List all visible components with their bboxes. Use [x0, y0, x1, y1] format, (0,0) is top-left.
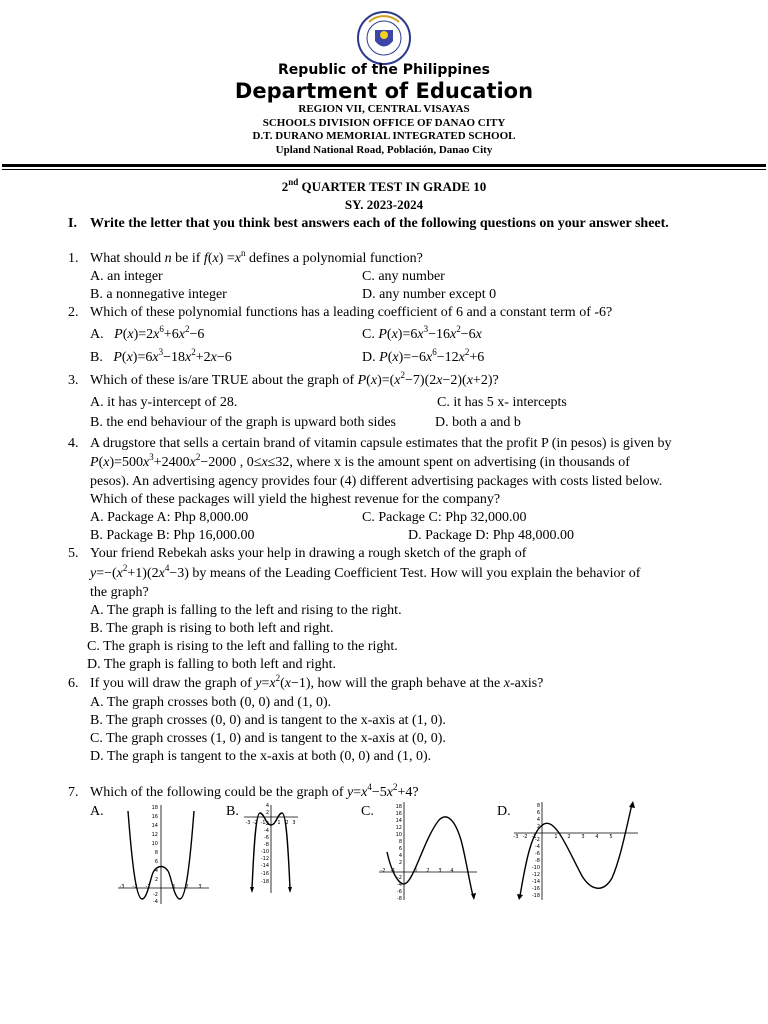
- q7-number: 7.: [68, 785, 79, 800]
- q7-graph-c: [377, 800, 479, 902]
- tick: -10: [531, 865, 540, 871]
- q5-line2: $y=-(x^2+1)(2x^4-3)$ by means of the Leading Coefficient Test. How will you explain the behavior of: [90, 563, 641, 581]
- q5-number: 5.: [68, 546, 79, 561]
- q2-option-d: D. $P(x)=-6x^6-12x^2+6$: [362, 347, 485, 365]
- q2-option-b: B. $P(x)=6x^3-18x^2+2x-6$: [90, 347, 232, 365]
- tick: 2: [285, 820, 289, 826]
- tick: 18: [395, 804, 402, 810]
- tick: 2: [567, 834, 571, 840]
- tick: 2: [398, 860, 402, 866]
- school-year: SY. 2023-2024: [344, 197, 424, 212]
- tick: 3: [198, 884, 202, 890]
- q5-option-a: A. The graph is falling to the left and rising to the right.: [90, 603, 402, 618]
- tick: 14: [395, 818, 402, 824]
- q7-label-d: D.: [497, 804, 511, 819]
- tick: 6: [154, 859, 158, 865]
- tick: 3: [581, 834, 585, 840]
- tick: -6: [535, 851, 540, 857]
- q7-label-c: C.: [361, 804, 374, 819]
- q7-label-a: A.: [90, 804, 104, 819]
- graph-d-y-labels: [532, 803, 540, 899]
- tick: 8: [154, 850, 158, 856]
- tick: -2: [252, 820, 258, 826]
- q7-graph-a: [114, 803, 212, 905]
- tick: -1: [260, 820, 266, 826]
- q6-option-a: A. The graph crosses both (0, 0) and (1, 0).: [90, 695, 332, 710]
- tick: 2: [536, 824, 540, 830]
- tick: -3: [245, 820, 251, 826]
- q2-option-c: C. $P(x)=6x^3-16x^2-6x$: [362, 324, 482, 342]
- q6-stem: If you will draw the graph of $y=x^2(x-1)$, how will the graph behave at the x-axis?: [90, 673, 544, 691]
- tick: 4: [450, 868, 454, 874]
- q3-option-b: B. the end behaviour of the graph is upward both sides: [90, 415, 396, 430]
- tick: 6: [536, 810, 540, 816]
- q1-option-d: D. any number except 0: [362, 287, 497, 302]
- arrow-head: [288, 887, 292, 893]
- q5-option-c: C. The graph is rising to the left and falling to the right.: [87, 639, 398, 654]
- tick: 6: [398, 846, 402, 852]
- tick: 3: [438, 868, 442, 874]
- arrow-head: [471, 893, 476, 900]
- tick: 8: [536, 803, 540, 809]
- q3-number: 3.: [68, 373, 79, 388]
- tick: 4: [398, 853, 402, 859]
- tick: -16: [531, 886, 540, 892]
- tick: -6: [397, 889, 402, 895]
- q4-line3: pesos). An advertising agency provides four (4) different advertising packages with costs listed below.: [90, 474, 663, 489]
- graph-a-x-labels: [120, 884, 202, 890]
- q2-stem: Which of these polynomial functions has a leading coefficient of 6 and a constant term of -6?: [90, 305, 613, 320]
- graph-a-y-labels: [152, 805, 158, 905]
- header-divider: [2, 164, 766, 167]
- q1-option-b: B. a nonnegative integer: [90, 287, 227, 302]
- q3-option-d: D. both a and b: [435, 415, 521, 430]
- q4-line4: Which of these packages will yield the highest revenue for the company?: [90, 492, 501, 507]
- q5-option-d: D. The graph is falling to both left and right.: [87, 657, 336, 672]
- tick: -18: [531, 893, 540, 899]
- graph-c-y-labels: [396, 804, 402, 902]
- tick: 1: [554, 834, 558, 840]
- q6-option-b: B. The graph crosses (0, 0) and is tangent to the x-axis at (1, 0).: [90, 713, 446, 728]
- tick: -12: [531, 872, 540, 878]
- tick: 2: [154, 877, 158, 883]
- republic-line: Republic of the Philippines: [278, 62, 490, 78]
- tick: -2: [535, 837, 540, 843]
- tick: -4: [397, 882, 402, 888]
- q1-stem: What should n be if $f(x) =x^n$ defines a polynomial function?: [90, 248, 423, 266]
- q4-option-d: D. Package D: Php 48,000.00: [408, 528, 575, 543]
- deped-seal-logo: [355, 10, 413, 66]
- q5-option-b: B. The graph is rising to both left and right.: [90, 621, 334, 636]
- arrow-head: [517, 894, 523, 900]
- tick: -2: [132, 884, 138, 890]
- test-title: 2nd QUARTER TEST IN GRADE 10: [281, 177, 487, 194]
- tick: 2: [185, 884, 189, 890]
- tick: -2: [522, 834, 528, 840]
- tick: 14: [151, 823, 158, 829]
- tick: -2: [153, 892, 158, 898]
- tick: -4: [153, 899, 158, 905]
- tick: -1: [531, 834, 537, 840]
- q1-number: 1.: [68, 251, 79, 266]
- q7-graph-b: [242, 803, 300, 895]
- q3-stem: Which of these is/are TRUE about the graph of $P(x)=(x^2-7)(2x-2)(x+2)$?: [90, 370, 499, 388]
- q4-line1: A drugstore that sells a certain brand of vitamin capsule estimates that the profit P (in pesos) is given by: [90, 436, 672, 451]
- tick: -2: [264, 821, 269, 827]
- tick: 10: [395, 832, 402, 838]
- tick: -2: [397, 875, 402, 881]
- tick: 10: [151, 841, 158, 847]
- tick: -12: [260, 856, 269, 862]
- q2-number: 2.: [68, 305, 79, 320]
- tick: 8: [398, 839, 402, 845]
- department-title: Department of Education: [234, 79, 534, 103]
- tick: 1: [414, 868, 418, 874]
- tick: 4: [595, 834, 599, 840]
- tick: -8: [264, 842, 269, 848]
- tick: 18: [151, 805, 158, 811]
- tick: -1: [145, 884, 151, 890]
- q1-option-a: A. an integer: [90, 269, 163, 284]
- address-line: Upland National Road, Población, Danao City: [275, 144, 493, 156]
- tick: -14: [531, 879, 540, 885]
- q4-option-b: B. Package B: Php 16,000.00: [90, 528, 255, 543]
- header-divider-thin: [2, 169, 766, 170]
- tick: -8: [535, 858, 540, 864]
- school-line: D.T. DURANO MEMORIAL INTEGRATED SCHOOL: [252, 130, 516, 142]
- tick: -16: [260, 871, 269, 877]
- q7-graph-d: [512, 800, 642, 902]
- q4-line2: $P(x)=500x^3+2400x^2-2000$ , 0≤x≤32, where x is the amount spent on advertising (in thousands of: [90, 452, 630, 470]
- tick: -14: [260, 863, 269, 869]
- region-line: REGION VII, CENTRAL VISAYAS: [298, 103, 470, 115]
- tick: 3: [292, 820, 296, 826]
- tick: 4: [265, 803, 269, 809]
- q3-option-a: A. it has y-intercept of 28.: [90, 395, 238, 410]
- q5-line3: the graph?: [90, 585, 149, 600]
- tick: 2: [426, 868, 430, 874]
- tick: -4: [535, 844, 540, 850]
- tick: 12: [395, 825, 402, 831]
- tick: -3: [513, 834, 519, 840]
- arrow-head: [629, 801, 635, 808]
- tick: 4: [154, 868, 158, 874]
- tick: 16: [151, 814, 158, 820]
- tick: 16: [395, 811, 402, 817]
- q4-option-c: C. Package C: Php 32,000.00: [362, 510, 527, 525]
- part-number: I.: [68, 216, 77, 231]
- q6-number: 6.: [68, 676, 79, 691]
- tick: -2: [380, 868, 386, 874]
- q3-option-c: C. it has 5 x- intercepts: [437, 395, 567, 410]
- tick: -8: [397, 896, 402, 902]
- q7-stem: Which of the following could be the graph of $y=x^4-5x^2+4$?: [90, 782, 419, 800]
- q6-option-d: D. The graph is tangent to the x-axis at both (0, 0) and (1, 0).: [90, 749, 432, 764]
- q1-option-c: C. any number: [362, 269, 445, 284]
- q4-option-a: A. Package A: Php 8,000.00: [90, 510, 249, 525]
- tick: 1: [277, 820, 281, 826]
- tick: -1: [390, 868, 396, 874]
- tick: 2: [265, 810, 269, 816]
- tick: -10: [260, 849, 269, 855]
- tick: 12: [151, 832, 158, 838]
- tick: 4: [536, 817, 540, 823]
- tick: -6: [264, 835, 269, 841]
- q7-label-b: B.: [226, 804, 239, 819]
- tick: -3: [119, 884, 125, 890]
- q6-option-c: C. The graph crosses (1, 0) and is tangent to the x-axis at (0, 0).: [90, 731, 446, 746]
- tick: 1: [172, 884, 176, 890]
- arrow-head: [250, 887, 254, 893]
- tick: -18: [260, 879, 269, 885]
- part-instructions: Write the letter that you think best answers each of the following questions on your answer sheet.: [90, 216, 669, 231]
- division-line: SCHOOLS DIVISION OFFICE OF DANAO CITY: [262, 117, 506, 129]
- tick: -4: [264, 828, 269, 834]
- q5-line1: Your friend Rebekah asks your help in drawing a rough sketch of the graph of: [90, 546, 527, 561]
- tick: 5: [609, 834, 613, 840]
- q4-number: 4.: [68, 436, 79, 451]
- q2-option-a: A. $P(x)=2x^6+6x^2-6$: [90, 324, 205, 342]
